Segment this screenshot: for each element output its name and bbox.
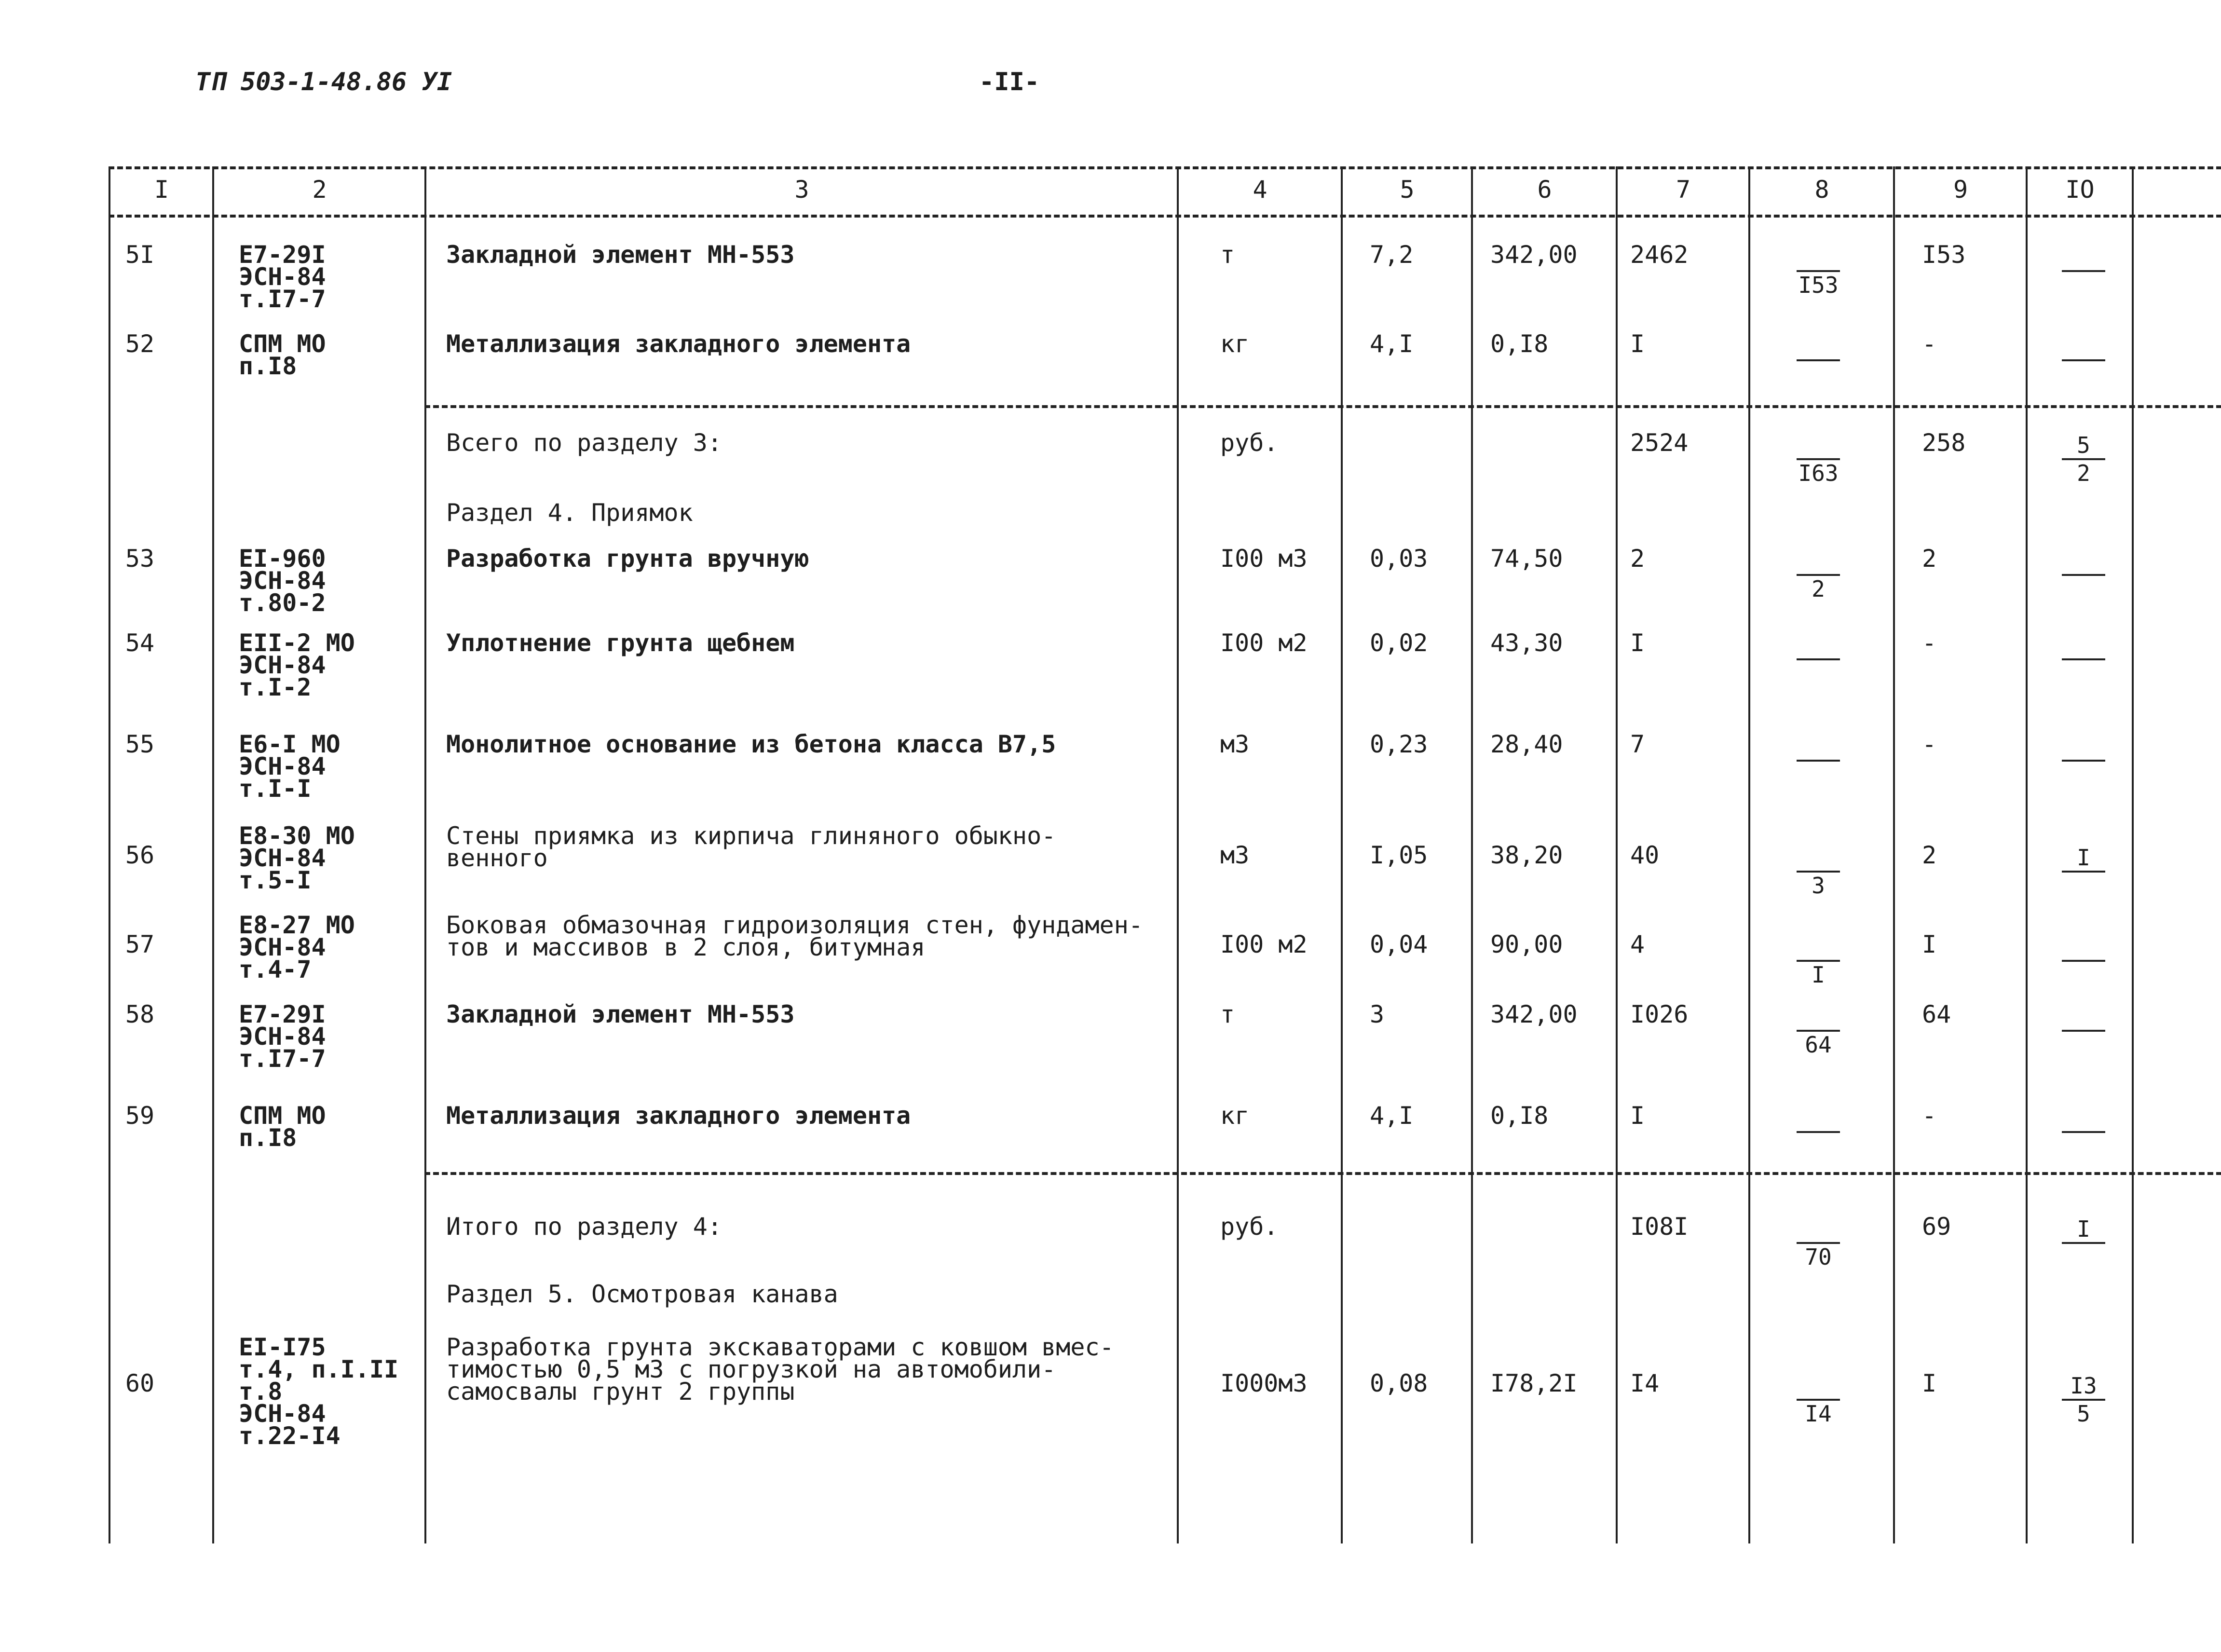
norm-code: ЕII-2 МО ЭСН-84 т.I-2 <box>239 629 355 701</box>
work-name: Боковая обмазочная гидроизоляция стен, фундамен- тов и массивов в 2 слоя, битумная <box>446 911 1143 961</box>
quantity: 0,02 <box>1370 629 1428 657</box>
work-name: Закладной элемент МН-553 <box>446 1000 795 1028</box>
fraction-bar <box>2062 760 2105 762</box>
work-name: Всего по разделу 3: <box>446 429 722 457</box>
row-rule <box>109 215 2221 218</box>
unit: I00 м3 <box>1220 545 1308 573</box>
column-header: 2 <box>312 176 327 204</box>
column-rule <box>424 166 426 1543</box>
work-name: Раздел 4. Приямок <box>446 499 693 527</box>
col9-value: 2 <box>1922 841 1937 869</box>
unit-price: I78,2I <box>1490 1369 1578 1397</box>
unit-price: 0,I8 <box>1490 330 1549 358</box>
work-name: Раздел 5. Осмотровая канава <box>446 1280 838 1308</box>
work-name: Металлизация закладного элемента <box>446 330 911 358</box>
col9-value: I <box>1922 930 1937 958</box>
unit: кг <box>1220 330 1250 358</box>
fraction-bottom <box>2050 964 2117 986</box>
fraction-bar <box>1797 658 1840 660</box>
fraction-bottom <box>2050 274 2117 296</box>
fraction-top <box>2050 736 2117 758</box>
c10-fraction <box>2050 246 2117 296</box>
fraction-bar <box>1797 760 1840 762</box>
fraction-bottom <box>1785 764 1852 786</box>
c10-fraction <box>2050 936 2117 986</box>
c8-fraction <box>1785 634 1852 684</box>
fraction-bottom <box>2050 874 2117 897</box>
col9-value: - <box>1922 730 1937 758</box>
fraction-bar <box>2062 658 2105 660</box>
fraction-top: I3 <box>2070 1373 2097 1399</box>
fraction-bottom <box>2050 1246 2117 1268</box>
col9-value: I <box>1922 1369 1937 1397</box>
fraction-top <box>1785 1218 1852 1240</box>
quantity: 0,08 <box>1370 1369 1428 1397</box>
unit-price: 74,50 <box>1490 545 1563 573</box>
fraction-bottom: 5 <box>2077 1401 2090 1427</box>
row-rule <box>109 166 2221 169</box>
fraction-bottom: 70 <box>1805 1244 1832 1270</box>
quantity: 0,03 <box>1370 545 1428 573</box>
c8-fraction <box>1785 434 1852 484</box>
fraction-top: I <box>2077 1216 2090 1242</box>
norm-code: ЕI-960 ЭСН-84 т.80-2 <box>239 545 326 617</box>
norm-code: СПМ МО п.I8 <box>239 330 326 380</box>
unit: I00 м2 <box>1220 629 1308 657</box>
c10-fraction <box>2050 1006 2117 1056</box>
col9-value: - <box>1922 1102 1937 1130</box>
column-rule <box>1177 166 1179 1543</box>
c10-fraction <box>2050 736 2117 786</box>
total-cost: I <box>1630 330 1645 358</box>
row-number: 59 <box>125 1102 155 1130</box>
total-cost: I <box>1630 629 1645 657</box>
unit-price: 342,00 <box>1490 241 1578 269</box>
work-name: Металлизация закладного элемента <box>446 1102 911 1130</box>
fraction-top <box>1785 846 1852 869</box>
unit: м3 <box>1220 841 1250 869</box>
column-header: 9 <box>1953 176 1968 204</box>
column-rule <box>2132 166 2134 1543</box>
fraction-bottom <box>2050 662 2117 684</box>
row-rule <box>424 405 2221 408</box>
norm-code: Е6-I МО ЭСН-84 т.I-I <box>239 730 341 803</box>
c10-fraction <box>2050 335 2117 385</box>
total-cost: I08I <box>1630 1213 1689 1241</box>
c8-fraction <box>1785 736 1852 786</box>
unit: т <box>1220 1000 1235 1028</box>
column-rule <box>1748 166 1750 1543</box>
fraction-top <box>1785 634 1852 656</box>
work-name: Разработка грунта вручную <box>446 545 809 573</box>
c10-fraction <box>2050 846 2117 897</box>
row-number: 58 <box>125 1000 155 1028</box>
row-number: 57 <box>125 930 155 958</box>
c8-fraction <box>1785 1006 1852 1056</box>
fraction-bottom: I4 <box>1805 1401 1832 1427</box>
column-header: 8 <box>1814 176 1829 204</box>
fraction-top <box>2050 335 2117 357</box>
work-name: Итого по разделу 4: <box>446 1213 722 1241</box>
c8-fraction <box>1785 246 1852 296</box>
norm-code: СПМ МО п.I8 <box>239 1102 326 1152</box>
fraction-top <box>1785 246 1852 268</box>
c10-fraction <box>2050 1218 2117 1268</box>
column-header: IO <box>2065 176 2095 204</box>
fraction-top <box>2050 246 2117 268</box>
quantity: 0,23 <box>1370 730 1428 758</box>
work-name: Стены приямка из кирпича глиняного обыкно- венного <box>446 822 1056 872</box>
col9-value: - <box>1922 330 1937 358</box>
fraction-top: I <box>2077 845 2090 871</box>
quantity: 4,I <box>1370 330 1414 358</box>
fraction-bar <box>2062 1131 2105 1133</box>
total-cost: I <box>1630 1102 1645 1130</box>
total-cost: 4 <box>1630 930 1645 958</box>
c8-fraction <box>1785 1375 1852 1425</box>
quantity: I,05 <box>1370 841 1428 869</box>
fraction-bottom: 3 <box>1812 873 1825 899</box>
total-cost: 2524 <box>1630 429 1689 457</box>
work-name: Разработка грунта экскаваторами с ковшом вмес- тимостью 0,5 м3 с погрузкой на автомобили- самосвалы грунт 2 группы <box>446 1333 1114 1406</box>
fraction-top <box>1785 434 1852 456</box>
fraction-top <box>1785 736 1852 758</box>
row-number: 53 <box>125 545 155 573</box>
column-header: 3 <box>794 176 809 204</box>
unit: т <box>1220 241 1235 269</box>
fraction-bar <box>2062 871 2105 873</box>
total-cost: I4 <box>1630 1369 1660 1397</box>
column-header: 4 <box>1253 176 1267 204</box>
column-rule <box>1893 166 1895 1543</box>
total-cost: 7 <box>1630 730 1645 758</box>
c10-fraction <box>2050 550 2117 600</box>
row-number: 54 <box>125 629 155 657</box>
total-cost: 2462 <box>1630 241 1689 269</box>
total-cost: 2 <box>1630 545 1645 573</box>
fraction-bottom <box>2050 1034 2117 1056</box>
column-header: 6 <box>1537 176 1552 204</box>
norm-code: Е8-30 МО ЭСН-84 т.5-I <box>239 822 355 894</box>
c10-fraction <box>2050 434 2117 484</box>
fraction-bottom: I53 <box>1798 272 1839 298</box>
row-number: 5I <box>125 241 155 269</box>
fraction-bar <box>1797 1131 1840 1133</box>
row-number: 52 <box>125 330 155 358</box>
column-rule <box>1341 166 1343 1543</box>
unit-price: 0,I8 <box>1490 1102 1549 1130</box>
fraction-bottom <box>1785 1135 1852 1157</box>
unit-price: 38,20 <box>1490 841 1563 869</box>
quantity: 3 <box>1370 1000 1385 1028</box>
column-header: I <box>154 176 169 204</box>
fraction-top <box>2050 550 2117 572</box>
fraction-bottom <box>2050 578 2117 600</box>
col9-value: 2 <box>1922 545 1937 573</box>
col9-value: 64 <box>1922 1000 1951 1028</box>
total-cost: 40 <box>1630 841 1660 869</box>
norm-code: Е7-29I ЭСН-84 т.I7-7 <box>239 241 326 313</box>
norm-code: Е7-29I ЭСН-84 т.I7-7 <box>239 1000 326 1073</box>
fraction-top <box>2050 936 2117 958</box>
fraction-bottom <box>1785 662 1852 684</box>
column-rule <box>1616 166 1618 1543</box>
unit-price: 43,30 <box>1490 629 1563 657</box>
norm-code: Е8-27 МО ЭСН-84 т.4-7 <box>239 911 355 983</box>
work-name: Уплотнение грунта щебнем <box>446 629 795 657</box>
column-rule <box>1471 166 1473 1543</box>
fraction-bottom <box>2050 363 2117 385</box>
unit: I00 м2 <box>1220 930 1308 958</box>
fraction-bottom <box>2050 764 2117 786</box>
row-number: 60 <box>125 1369 155 1397</box>
quantity: 0,04 <box>1370 930 1428 958</box>
fraction-top <box>1785 1375 1852 1397</box>
c10-fraction <box>2050 1375 2117 1425</box>
fraction-top <box>2050 1006 2117 1028</box>
column-rule <box>109 166 110 1543</box>
fraction-bar <box>2062 1030 2105 1032</box>
fraction-bottom <box>2050 1135 2117 1157</box>
work-name: Монолитное основание из бетона класса В7,5 <box>446 730 1056 758</box>
fraction-top <box>2050 1107 2117 1129</box>
fraction-top: 5 <box>2077 432 2090 458</box>
fraction-top <box>1785 1107 1852 1129</box>
fraction-bar <box>2062 574 2105 576</box>
fraction-bottom <box>1785 363 1852 385</box>
c8-fraction <box>1785 1218 1852 1268</box>
fraction-top <box>1785 936 1852 958</box>
fraction-bottom: 2 <box>1812 576 1825 602</box>
fraction-bar <box>2062 1242 2105 1244</box>
column-rule <box>212 166 214 1543</box>
column-rule <box>2026 166 2028 1543</box>
c8-fraction <box>1785 846 1852 897</box>
fraction-top <box>2050 634 2117 656</box>
document-code: ТП 503-1-48.86 УI <box>195 68 452 96</box>
c8-fraction <box>1785 335 1852 385</box>
fraction-bottom: I63 <box>1798 460 1839 486</box>
c8-fraction <box>1785 550 1852 600</box>
page-number: -II- <box>979 68 1040 96</box>
col9-value: I53 <box>1922 241 1966 269</box>
unit: руб. <box>1220 1213 1279 1241</box>
column-header: 7 <box>1676 176 1691 204</box>
c10-fraction <box>2050 1107 2117 1157</box>
col9-value: 69 <box>1922 1213 1951 1241</box>
unit: кг <box>1220 1102 1250 1130</box>
unit-price: 28,40 <box>1490 730 1563 758</box>
fraction-bottom: 64 <box>1805 1032 1832 1058</box>
total-cost: I026 <box>1630 1000 1689 1028</box>
fraction-bottom: 2 <box>2077 460 2090 486</box>
column-header: 5 <box>1400 176 1415 204</box>
unit: м3 <box>1220 730 1250 758</box>
unit-price: 90,00 <box>1490 930 1563 958</box>
row-rule <box>424 1172 2221 1175</box>
row-number: 55 <box>125 730 155 758</box>
work-name: Закладной элемент МН-553 <box>446 241 795 269</box>
row-number: 56 <box>125 841 155 869</box>
fraction-top <box>1785 1006 1852 1028</box>
fraction-bar <box>2062 960 2105 962</box>
fraction-top <box>1785 335 1852 357</box>
fraction-bar <box>1797 359 1840 361</box>
norm-code: ЕI-I75 т.4, п.I.II т.8 ЭСН-84 т.22-I4 <box>239 1333 399 1450</box>
c8-fraction <box>1785 936 1852 986</box>
unit: руб. <box>1220 429 1279 457</box>
fraction-bar <box>2062 359 2105 361</box>
fraction-bottom: I <box>1812 962 1825 988</box>
fraction-bar <box>2062 270 2105 272</box>
c10-fraction <box>2050 634 2117 684</box>
quantity: 4,I <box>1370 1102 1414 1130</box>
fraction-top <box>1785 550 1852 572</box>
col9-value: 258 <box>1922 429 1966 457</box>
quantity: 7,2 <box>1370 241 1414 269</box>
col9-value: - <box>1922 629 1937 657</box>
c8-fraction <box>1785 1107 1852 1157</box>
unit: I000м3 <box>1220 1369 1308 1397</box>
unit-price: 342,00 <box>1490 1000 1578 1028</box>
